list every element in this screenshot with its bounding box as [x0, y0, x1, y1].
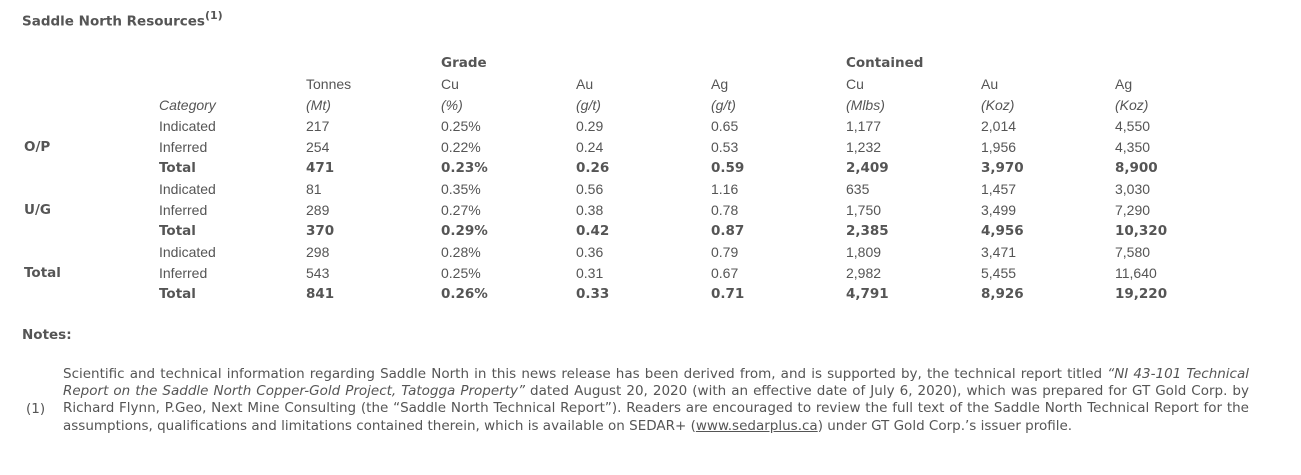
grade-group-header: Grade: [441, 55, 487, 71]
table-cell: 0.65: [711, 118, 739, 134]
table-cell: 2,385: [846, 223, 889, 239]
row-category: Inferred: [159, 139, 208, 155]
row-category: Indicated: [159, 181, 216, 197]
table-cell: 81: [306, 181, 322, 197]
table-cell: 2,982: [846, 265, 882, 281]
table-cell: 8,900: [1115, 160, 1158, 176]
table-cell: 0.38: [576, 202, 604, 218]
title-text: Saddle North Resources: [22, 13, 205, 30]
table-cell: 2,409: [846, 160, 889, 176]
column-header: Ag: [711, 76, 729, 92]
table-cell: 0.29%: [441, 223, 488, 239]
table-cell: 1,750: [846, 202, 882, 218]
row-category: Inferred: [159, 202, 208, 218]
table-cell: 254: [306, 139, 330, 155]
table-cell: 1,457: [981, 181, 1017, 197]
unit-header: (g/t): [576, 97, 601, 113]
table-cell: 4,956: [981, 223, 1024, 239]
table-cell: 11,640: [1115, 265, 1157, 281]
table-cell: 0.24: [576, 139, 604, 155]
column-header: Au: [981, 76, 999, 92]
table-cell: 3,030: [1115, 181, 1151, 197]
column-header: Au: [576, 76, 594, 92]
table-cell: 10,320: [1115, 223, 1168, 239]
table-cell: 0.67: [711, 265, 739, 281]
table-cell: 0.71: [711, 286, 745, 302]
table-cell: 0.42: [576, 223, 610, 239]
table-cell: 8,926: [981, 286, 1024, 302]
note-text-b: dated August 20, 2020 (with an effective date of July 6, 2020), which was prepared for GT Gold Corp. by Richard Flynn, P.Geo, Next Mine Consulting (the “Saddle North Technical Report”). Readers are encouraged to review the full text of the Saddle North Technical Report for the assumptions, qualifications and limitations contained therein, which is available on SEDAR+ (: [63, 383, 1249, 434]
table-title: [22, 10, 223, 30]
note-text-a: Scientific and technical information regarding Saddle North in this news release has been derived from, and is supported by, the technical report titled: [63, 366, 1108, 382]
column-header: Tonnes: [306, 76, 352, 92]
table-cell: 3,499: [981, 202, 1017, 218]
table-cell: 370: [306, 223, 335, 239]
table-cell: 471: [306, 160, 335, 176]
note-number: (1): [26, 401, 46, 417]
table-cell: 0.56: [576, 181, 604, 197]
table-cell: 3,471: [981, 244, 1017, 260]
table-cell: 5,455: [981, 265, 1017, 281]
unit-header: (Mt): [306, 97, 331, 113]
table-cell: 0.31: [576, 265, 604, 281]
table-cell: 0.79: [711, 244, 739, 260]
table-cell: 0.23%: [441, 160, 488, 176]
table-cell: 0.26%: [441, 286, 488, 302]
table-cell: 1,177: [846, 118, 882, 134]
table-cell: 0.25%: [441, 118, 481, 134]
unit-header: (Koz): [1115, 97, 1149, 113]
table-cell: 3,970: [981, 160, 1024, 176]
table-cell: 1.16: [711, 181, 739, 197]
table-cell: 1,956: [981, 139, 1017, 155]
table-cell: 7,290: [1115, 202, 1151, 218]
table-cell: 0.87: [711, 223, 745, 239]
note-text: [63, 366, 1249, 435]
row-category: Total: [159, 286, 196, 302]
table-cell: 0.35%: [441, 181, 481, 197]
table-cell: 543: [306, 265, 330, 281]
category-header: Category: [159, 97, 216, 113]
table-cell: 0.29: [576, 118, 604, 134]
table-cell: 289: [306, 202, 330, 218]
table-cell: 4,550: [1115, 118, 1151, 134]
unit-header: (Koz): [981, 97, 1015, 113]
note-report-title: “NI 43-101 Technical Report on the Saddle North Copper-Gold Project, Tatogga Property”: [63, 366, 1250, 400]
row-category: Indicated: [159, 118, 216, 134]
table-cell: 217: [306, 118, 330, 134]
table-cell: 0.25%: [441, 265, 481, 281]
table-cell: 0.78: [711, 202, 739, 218]
notes-heading: Notes:: [22, 327, 72, 343]
unit-header: (%): [441, 97, 463, 113]
table-cell: 2,014: [981, 118, 1017, 134]
table-cell: 0.22%: [441, 139, 481, 155]
table-cell: 1,809: [846, 244, 882, 260]
row-category: Inferred: [159, 265, 208, 281]
table-cell: 4,791: [846, 286, 889, 302]
title-footnote-ref: (1): [204, 9, 223, 22]
table-cell: 0.33: [576, 286, 610, 302]
table-cell: 0.27%: [441, 202, 481, 218]
table-cell: 0.59: [711, 160, 745, 176]
column-header: Cu: [846, 76, 864, 92]
table-cell: 4,350: [1115, 139, 1151, 155]
table-cell: 0.53: [711, 139, 739, 155]
row-category: Total: [159, 223, 196, 239]
table-cell: 0.26: [576, 160, 610, 176]
column-header: Cu: [441, 76, 459, 92]
group-label: U/G: [24, 202, 51, 218]
note-text-c: ) under GT Gold Corp.’s issuer profile.: [817, 417, 1073, 434]
unit-header: (Mlbs): [846, 97, 885, 113]
sedar-link[interactable]: www.sedarplus.ca: [695, 417, 818, 434]
table-cell: 19,220: [1115, 286, 1168, 302]
unit-header: (g/t): [711, 97, 736, 113]
table-cell: 1,232: [846, 139, 882, 155]
contained-group-header: Contained: [846, 55, 924, 71]
table-cell: 7,580: [1115, 244, 1151, 260]
table-cell: 635: [846, 181, 870, 197]
row-category: Total: [159, 160, 196, 176]
column-header: Ag: [1115, 76, 1133, 92]
group-label: Total: [24, 265, 61, 281]
row-category: Indicated: [159, 244, 216, 260]
table-cell: 841: [306, 286, 335, 302]
table-cell: 0.36: [576, 244, 604, 260]
table-cell: 0.28%: [441, 244, 481, 260]
table-cell: 298: [306, 244, 330, 260]
group-label: O/P: [24, 139, 51, 155]
